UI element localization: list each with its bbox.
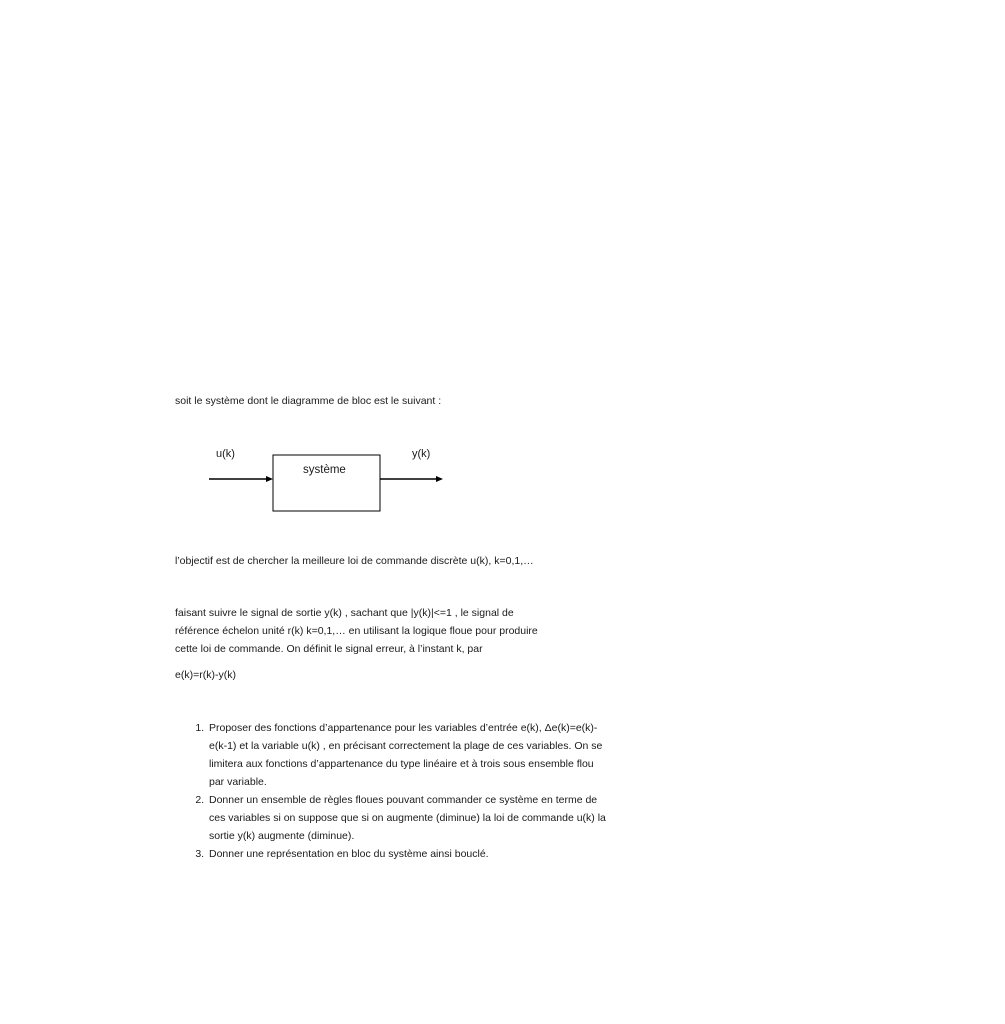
error-formula: e(k)=r(k)-y(k) [175, 669, 236, 681]
question-item: 2. Donner un ensemble de règles floues pouvant commander ce système en terme de ces variables si on suppose que si on augmente (diminue) la loi de commande u(k) la sortie y(k) augmente (diminue). [207, 791, 607, 845]
description-line: faisant suivre le signal de sortie y(k) , sachant que |y(k)|<=1 , le signal de [175, 607, 514, 619]
description-line: référence échelon unité r(k) k=0,1,… en utilisant la logique floue pour produire [175, 625, 538, 637]
description-line: cette loi de commande. On définit le signal erreur, à l’instant k, par [175, 643, 483, 655]
question-item: 1. Proposer des fonctions d’appartenance pour les variables d’entrée e(k), Δe(k)=e(k)-e(k-1) et la variable u(k) , en précisant correctement la plage de ces variables. On se limitera aux fonctions d’appartenance du type linéaire et à trois sous ensemble flou par variable. [207, 719, 607, 791]
input-label: u(k) [216, 448, 235, 460]
system-block-label: système [303, 464, 346, 476]
input-arrowhead [266, 476, 273, 482]
output-label: y(k) [412, 448, 431, 460]
output-arrowhead [436, 476, 443, 482]
intro-text: soit le système dont le diagramme de bloc est le suivant : [175, 395, 442, 407]
question-item: 3. Donner une représentation en bloc du système ainsi bouclé. [207, 845, 607, 863]
question-list [174, 719, 607, 863]
description-paragraph [175, 604, 538, 658]
objective-text: l’objectif est de chercher la meilleure loi de commande discrète u(k), k=0,1,… [175, 555, 534, 567]
block-diagram [200, 440, 460, 520]
